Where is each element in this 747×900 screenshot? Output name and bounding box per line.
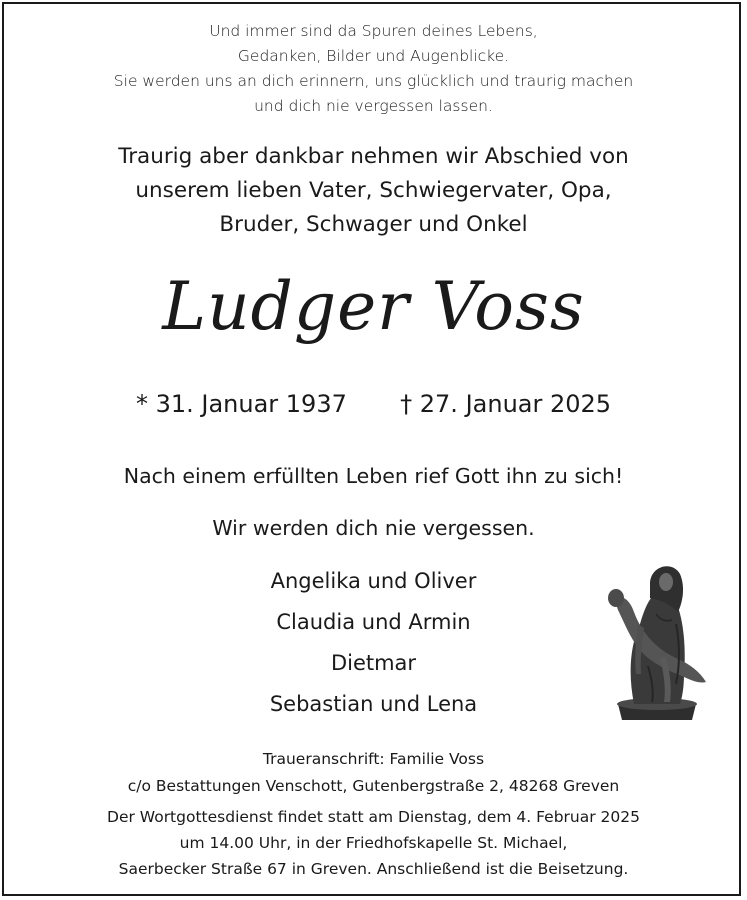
- pieta-sculpture-icon: [600, 554, 712, 726]
- family-member-3: Dietmar: [330, 651, 417, 675]
- footer-line-3: Der Wortgottesdienst findet statt am Dienstag, dem 4. Februar 2025: [107, 808, 640, 826]
- footer-line-2: c/o Bestattungen Venschott, Gutenbergstraße 2, 48268 Greven: [127, 777, 620, 795]
- family-member-2: Claudia und Armin: [276, 610, 471, 634]
- poem-line-3: Sie werden uns an dich erinnern, uns glücklich und traurig machen: [113, 72, 634, 90]
- footer-line-1: Traueranschrift: Familie Voss: [262, 750, 485, 768]
- intro-line-1: Traurig aber dankbar nehmen wir Abschied von: [118, 144, 629, 169]
- footer-line-5: Saerbecker Straße 67 in Greven. Anschließend ist die Beisetzung.: [118, 860, 629, 878]
- intro-line-3: Bruder, Schwager und Onkel: [219, 212, 528, 237]
- family-member-4: Sebastian und Lena: [269, 692, 478, 716]
- poem-line-1: Und immer sind da Spuren deines Lebens,: [209, 22, 538, 40]
- footer-line-4: um 14.00 Uhr, in der Friedhofskapelle St. Michael,: [179, 834, 568, 852]
- life-dates: [0, 390, 747, 418]
- family-member-1: Angelika und Oliver: [270, 569, 477, 593]
- poem-line-2: Gedanken, Bilder und Augenblicke.: [237, 47, 510, 65]
- intro-line-2: unserem lieben Vater, Schwiegervater, Opa,: [135, 178, 612, 203]
- statement-remember: Wir werden dich nie vergessen.: [212, 516, 535, 540]
- poem-line-4: und dich nie vergessen lassen.: [254, 97, 493, 115]
- birth-date: * 31. Januar 1937: [135, 390, 347, 418]
- deceased-name: Ludger Voss: [162, 268, 585, 345]
- statement-life: Nach einem erfüllten Leben rief Gott ihn zu sich!: [123, 464, 624, 488]
- death-date: † 27. Januar 2025: [400, 390, 612, 418]
